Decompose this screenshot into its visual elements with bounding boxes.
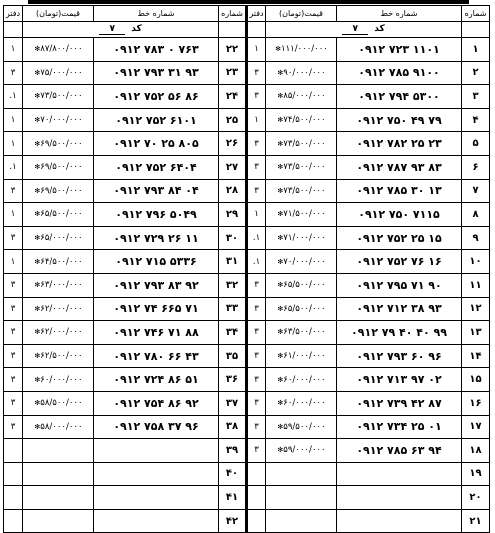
right-price-cell: ۷۳/۵۰۰/۰۰۰✻: [266, 132, 337, 156]
left-phone-cell: ۰۹۱۲ ۷۹۳ ۸۳ ۹۲: [94, 273, 219, 297]
asterisk-icon: ✻: [277, 210, 284, 219]
table-header-row: [4, 6, 490, 22]
asterisk-icon: ✻: [277, 422, 284, 431]
right-phone-cell: ۰۹۱۲ ۷۹۵ ۷۱ ۹۰: [337, 273, 462, 297]
right-phone-cell: ۰۹۱۲ ۷۵۰ ۷۱۱۵: [337, 203, 462, 227]
right-price-cell: ۶۳/۵۰۰/۰۰۰✻: [266, 321, 337, 345]
asterisk-icon: ✻: [34, 139, 41, 148]
asterisk-icon: ✻: [275, 45, 282, 54]
right-index-cell: ۵: [462, 132, 490, 156]
left-index-cell: ۲۹: [219, 203, 247, 227]
asterisk-icon: ✻: [34, 186, 41, 195]
code-label-left: کد: [131, 24, 142, 34]
asterisk-icon: ✻: [277, 68, 284, 77]
left-daftar-cell: ۳: [4, 368, 23, 392]
asterisk-icon: ✻: [34, 304, 41, 313]
left-daftar-cell: ۳: [4, 344, 23, 368]
right-phone-cell: ۰۹۱۲ ۷۸۲ ۲۵ ۲۳: [337, 132, 462, 156]
left-index-cell: ۲۴: [219, 85, 247, 109]
right-daftar-cell: ۳: [247, 368, 266, 392]
left-phone-cell: ۰۹۱۲ ۷۹۳ ۳۱ ۹۳: [94, 61, 219, 85]
left-daftar-cell: ۳: [4, 297, 23, 321]
right-phone-cell: [337, 462, 462, 486]
right-phone-cell: [337, 509, 462, 533]
right-price-cell: ۶۵/۵۰۰/۰۰۰✻: [266, 273, 337, 297]
right-price-cell: ۷۳/۵۰۰/۰۰۰✻: [266, 179, 337, 203]
table-row: [4, 61, 490, 85]
asterisk-icon: ✻: [277, 375, 284, 384]
left-index-cell: ۲۲: [219, 38, 247, 62]
right-index-cell: ۱۹: [462, 462, 490, 486]
asterisk-icon: ✻: [34, 68, 41, 77]
asterisk-icon: ✻: [277, 446, 284, 455]
right-phone-cell: ۰۹۱۲ ۷۸۵ ۶۳ ۹۴: [337, 439, 462, 463]
right-index-cell: ۱۳: [462, 321, 490, 345]
code-blank-right: [462, 22, 490, 38]
asterisk-icon: ✻: [277, 328, 284, 337]
left-index-cell: ۲۳: [219, 61, 247, 85]
asterisk-icon: ✻: [277, 352, 284, 361]
right-price-cell: [266, 462, 337, 486]
right-index-cell: ۱۸: [462, 439, 490, 463]
left-daftar-cell: ۱.: [4, 155, 23, 179]
table-row: [4, 462, 490, 486]
phone-table-frame: [4, 5, 490, 527]
left-phone-cell: [94, 486, 219, 510]
right-price-cell: [266, 486, 337, 510]
left-daftar-cell: [4, 486, 23, 510]
header-phone-left: شماره خط: [94, 6, 219, 22]
table-row: [4, 203, 490, 227]
header-index-left: شماره: [219, 6, 247, 22]
left-phone-cell: ۰۹۱۲ ۷۲۹ ۲۶ ۱۱: [94, 226, 219, 250]
asterisk-icon: ✻: [34, 257, 41, 266]
left-daftar-cell: ۳: [4, 61, 23, 85]
right-price-cell: ۷۱/۰۰۰/۰۰۰✻: [266, 226, 337, 250]
right-index-cell: ۱۱: [462, 273, 490, 297]
asterisk-icon: ✻: [277, 116, 284, 125]
right-phone-cell: ۰۹۱۲ ۷۹۳ ۶۰ ۹۶: [337, 344, 462, 368]
left-daftar-cell: [4, 462, 23, 486]
asterisk-icon: ✻: [34, 210, 41, 219]
table-row: [4, 132, 490, 156]
left-daftar-cell: ۱: [4, 108, 23, 132]
asterisk-icon: ✻: [34, 92, 41, 101]
right-phone-cell: ۰۹۱۲ ۷۸۵ ۳۰ ۱۳: [337, 179, 462, 203]
left-price-cell: ۵۸/۵۰۰/۰۰۰✻: [23, 391, 94, 415]
table-row: [4, 38, 490, 62]
asterisk-icon: ✻: [277, 257, 284, 266]
left-phone-cell: ۰۹۱۲ ۷۴۶ ۷۱ ۸۸: [94, 321, 219, 345]
right-daftar-cell: ۳: [247, 132, 266, 156]
code-row: [4, 22, 490, 38]
asterisk-icon: ✻: [34, 163, 41, 172]
right-daftar-cell: ۳: [247, 439, 266, 463]
right-index-cell: ۶: [462, 155, 490, 179]
right-phone-cell: ۰۹۱۲ ۷۵۲ ۲۵ ۱۵: [337, 226, 462, 250]
left-index-cell: ۴۲: [219, 509, 247, 533]
right-price-cell: ۷۴/۵۰۰/۰۰۰✻: [266, 108, 337, 132]
table-row: [4, 250, 490, 274]
left-index-cell: ۳۵: [219, 344, 247, 368]
left-daftar-cell: [4, 509, 23, 533]
left-phone-cell: ۰۹۱۲ ۷۴ ۶۶۵ ۷۱: [94, 297, 219, 321]
left-index-cell: ۴۰: [219, 462, 247, 486]
left-price-cell: [23, 486, 94, 510]
left-price-cell: ۶۲/۰۰۰/۰۰۰✻: [23, 297, 94, 321]
right-index-cell: ۷: [462, 179, 490, 203]
right-phone-cell: ۰۹۱۲ ۷۵۰ ۴۹ ۷۹: [337, 108, 462, 132]
right-price-cell: ۸۵/۰۰۰/۰۰۰✻: [266, 85, 337, 109]
left-daftar-cell: ۱: [4, 250, 23, 274]
asterisk-icon: ✻: [277, 186, 284, 195]
left-daftar-cell: ۱: [4, 132, 23, 156]
right-index-cell: ۸: [462, 203, 490, 227]
header-price-left: قیمت(تومان): [23, 6, 94, 22]
right-phone-cell: ۰۹۱۲ ۷۸۵ ۹۱۰۰: [337, 61, 462, 85]
right-daftar-cell: ۳: [247, 85, 266, 109]
right-phone-cell: ۰۹۱۲ ۷۲۳ ۱۱۰۱: [337, 38, 462, 62]
asterisk-icon: ✻: [34, 116, 41, 125]
left-daftar-cell: [4, 439, 23, 463]
left-phone-cell: ۰۹۱۲ ۷۵۲ ۵۶ ۸۶: [94, 85, 219, 109]
right-daftar-cell: ۳: [247, 155, 266, 179]
left-index-cell: ۳۳: [219, 297, 247, 321]
left-phone-cell: ۰۹۱۲ ۷۲۴ ۸۶ ۵۱: [94, 368, 219, 392]
left-price-cell: ۶۹/۵۰۰/۰۰۰✻: [23, 132, 94, 156]
left-daftar-cell: ۳: [4, 226, 23, 250]
left-price-cell: ۶۹/۵۰۰/۰۰۰✻: [23, 179, 94, 203]
right-phone-cell: ۰۹۱۲ ۷۱۳ ۹۷ ۰۲: [337, 368, 462, 392]
right-daftar-cell: ۳: [247, 415, 266, 439]
asterisk-icon: ✻: [277, 304, 284, 313]
asterisk-icon: ✻: [34, 328, 41, 337]
right-daftar-cell: [247, 509, 266, 533]
code-value-left: ۷: [99, 24, 125, 35]
header-daftar-right: دفتر: [247, 6, 266, 22]
left-index-cell: ۳۶: [219, 368, 247, 392]
top-border-bar: [28, 0, 469, 4]
header-index-right: شماره: [462, 6, 490, 22]
left-price-cell: ۷۵/۰۰۰/۰۰۰✻: [23, 61, 94, 85]
left-daftar-cell: ۳: [4, 415, 23, 439]
right-index-cell: ۲: [462, 61, 490, 85]
right-daftar-cell: ۱: [247, 203, 266, 227]
left-price-cell: [23, 462, 94, 486]
table-row: [4, 273, 490, 297]
right-daftar-cell: ۱: [247, 108, 266, 132]
asterisk-icon: ✻: [34, 45, 41, 54]
left-phone-cell: ۰۹۱۲ ۷۹۶ ۵۰۴۹: [94, 203, 219, 227]
right-daftar-cell: ۱.: [247, 226, 266, 250]
asterisk-icon: ✻: [277, 399, 284, 408]
right-phone-cell: ۰۹۱۲ ۷۳۹ ۴۲ ۸۷: [337, 391, 462, 415]
left-index-cell: ۳۷: [219, 391, 247, 415]
left-index-cell: ۲۷: [219, 155, 247, 179]
left-price-cell: ۶۴/۵۰۰/۰۰۰✻: [23, 250, 94, 274]
left-price-cell: ۶۹/۵۰۰/۰۰۰✻: [23, 155, 94, 179]
left-price-cell: ۷۰/۰۰۰/۰۰۰✻: [23, 108, 94, 132]
left-price-cell: ۶۳/۰۰۰/۰۰۰✻: [23, 273, 94, 297]
right-phone-cell: ۰۹۱۲ ۷۱۲ ۳۸ ۹۳: [337, 297, 462, 321]
right-index-cell: ۱۶: [462, 391, 490, 415]
table-row: [4, 391, 490, 415]
table-row: [4, 486, 490, 510]
right-daftar-cell: ۱: [247, 38, 266, 62]
asterisk-icon: ✻: [34, 234, 41, 243]
code-cell-left: [23, 22, 219, 38]
right-price-cell: ۶۵/۵۰۰/۰۰۰✻: [266, 297, 337, 321]
header-daftar-left: دفتر: [4, 6, 23, 22]
right-price-cell: ۵۹/۵۰۰/۰۰۰✻: [266, 415, 337, 439]
table-row: [4, 108, 490, 132]
left-index-cell: ۲۵: [219, 108, 247, 132]
left-index-cell: ۳۱: [219, 250, 247, 274]
right-phone-cell: ۰۹۱۲ ۷۳۴ ۲۵ ۰۱: [337, 415, 462, 439]
right-price-cell: ۵۹/۰۰۰/۰۰۰✻: [266, 439, 337, 463]
code-blank-left-daftar: [4, 22, 23, 38]
right-price-cell: ۷۳/۵۰۰/۰۰۰✻: [266, 155, 337, 179]
left-index-cell: ۳۲: [219, 273, 247, 297]
code-cell-right: [266, 22, 462, 38]
left-daftar-cell: ۳: [4, 321, 23, 345]
left-daftar-cell: ۳: [4, 391, 23, 415]
left-price-cell: ۶۰/۰۰۰/۰۰۰✻: [23, 368, 94, 392]
right-daftar-cell: [247, 486, 266, 510]
table-row: [4, 509, 490, 533]
left-phone-cell: ۰۹۱۲ ۷۵۲ ۶۴۰۴: [94, 155, 219, 179]
right-daftar-cell: ۳: [247, 344, 266, 368]
right-price-cell: ۶۰/۰۰۰/۰۰۰✻: [266, 368, 337, 392]
right-index-cell: ۴: [462, 108, 490, 132]
left-price-cell: ۷۳/۵۰۰/۰۰۰✻: [23, 85, 94, 109]
table-row: [4, 297, 490, 321]
asterisk-icon: ✻: [277, 281, 284, 290]
left-daftar-cell: ۳: [4, 179, 23, 203]
right-phone-cell: [337, 486, 462, 510]
table-row: [4, 439, 490, 463]
code-blank-left: [219, 22, 247, 38]
left-phone-cell: ۰۹۱۲ ۷۸۰ ۶۶ ۴۳: [94, 344, 219, 368]
asterisk-icon: ✻: [34, 422, 41, 431]
table-row: [4, 85, 490, 109]
right-price-cell: ۷۱/۵۰۰/۰۰۰✻: [266, 203, 337, 227]
left-index-cell: ۴۱: [219, 486, 247, 510]
left-index-cell: ۳۸: [219, 415, 247, 439]
right-price-cell: ۹۰/۰۰۰/۰۰۰✻: [266, 61, 337, 85]
left-phone-cell: ۰۹۱۲ ۷۵۸ ۳۷ ۹۶: [94, 415, 219, 439]
left-price-cell: ۸۷/۸۰۰/۰۰۰✻: [23, 38, 94, 62]
right-price-cell: ۷۰/۰۰۰/۰۰۰✻: [266, 250, 337, 274]
table-row: [4, 179, 490, 203]
asterisk-icon: ✻: [277, 139, 284, 148]
left-price-cell: ۶۲/۰۰۰/۰۰۰✻: [23, 321, 94, 345]
table-row: [4, 344, 490, 368]
right-daftar-cell: ۳: [247, 61, 266, 85]
right-daftar-cell: ۳: [247, 179, 266, 203]
left-phone-cell: ۰۹۱۲ ۷۵۲ ۶۱۰۱: [94, 108, 219, 132]
left-price-cell: ۶۵/۵۰۰/۰۰۰✻: [23, 203, 94, 227]
asterisk-icon: ✻: [277, 163, 284, 172]
code-label-right: کد: [374, 24, 385, 34]
left-phone-cell: ۰۹۱۲ ۷۰ ۲۵ ۸۰۵: [94, 132, 219, 156]
right-daftar-cell: ۱.: [247, 250, 266, 274]
phone-number-table: [3, 5, 490, 533]
right-index-cell: ۱۴: [462, 344, 490, 368]
code-value-right: ۷: [342, 24, 368, 35]
right-phone-cell: ۰۹۱۲ ۷۹۴ ۵۳۰۰: [337, 85, 462, 109]
right-index-cell: ۲۰: [462, 486, 490, 510]
right-phone-cell: ۰۹۱۲ ۷۸۷ ۹۳ ۸۳: [337, 155, 462, 179]
right-phone-cell: ۰۹۱۲ ۷۵۲ ۷۶ ۱۶: [337, 250, 462, 274]
left-index-cell: ۲۸: [219, 179, 247, 203]
right-daftar-cell: [247, 462, 266, 486]
right-index-cell: ۱۷: [462, 415, 490, 439]
right-index-cell: ۲۱: [462, 509, 490, 533]
left-phone-cell: [94, 509, 219, 533]
right-index-cell: ۱۵: [462, 368, 490, 392]
asterisk-icon: ✻: [34, 399, 41, 408]
left-price-cell: [23, 439, 94, 463]
left-phone-cell: [94, 462, 219, 486]
right-index-cell: ۱۲: [462, 297, 490, 321]
left-daftar-cell: ۱: [4, 38, 23, 62]
right-daftar-cell: ۳: [247, 321, 266, 345]
right-phone-cell: ۰۹۱۲ ۷۹ ۴۰ ۴۰ ۹۹: [337, 321, 462, 345]
left-phone-cell: ۰۹۱۲ ۷۱۵ ۵۳۳۶: [94, 250, 219, 274]
header-price-right: قیمت(تومان): [266, 6, 337, 22]
left-phone-cell: ۰۹۱۲ ۷۵۴ ۸۶ ۹۲: [94, 391, 219, 415]
left-price-cell: ۶۵/۰۰۰/۰۰۰✻: [23, 226, 94, 250]
right-index-cell: ۳: [462, 85, 490, 109]
left-phone-cell: ۰۹۱۲ ۷۹۳ ۸۴ ۰۴: [94, 179, 219, 203]
asterisk-icon: ✻: [277, 92, 284, 101]
asterisk-icon: ✻: [34, 375, 41, 384]
left-index-cell: ۳۰: [219, 226, 247, 250]
asterisk-icon: ✻: [34, 281, 41, 290]
table-row: [4, 321, 490, 345]
right-price-cell: [266, 509, 337, 533]
table-row: [4, 155, 490, 179]
left-index-cell: ۲۶: [219, 132, 247, 156]
table-row: [4, 226, 490, 250]
left-price-cell: ۵۸/۰۰۰/۰۰۰✻: [23, 415, 94, 439]
left-index-cell: ۳۹: [219, 439, 247, 463]
table-row: [4, 368, 490, 392]
right-daftar-cell: ۳: [247, 273, 266, 297]
right-price-cell: ۶۱/۰۰۰/۰۰۰✻: [266, 344, 337, 368]
right-price-cell: ۶۰/۰۰۰/۰۰۰✻: [266, 391, 337, 415]
left-price-cell: ۶۲/۵۰۰/۰۰۰✻: [23, 344, 94, 368]
code-blank-right-daftar: [247, 22, 266, 38]
right-price-cell: ۱۱۱/۰۰۰/۰۰۰✻: [266, 38, 337, 62]
left-phone-cell: [94, 439, 219, 463]
right-index-cell: ۹: [462, 226, 490, 250]
right-daftar-cell: ۳: [247, 297, 266, 321]
left-daftar-cell: ۱.: [4, 85, 23, 109]
left-phone-cell: ۰۹۱۲ ۷۸۳ ۰ ۷۶۳: [94, 38, 219, 62]
right-index-cell: ۱۰: [462, 250, 490, 274]
header-phone-right: شماره خط: [337, 6, 462, 22]
right-index-cell: ۱: [462, 38, 490, 62]
left-daftar-cell: ۳: [4, 273, 23, 297]
table-row: [4, 415, 490, 439]
right-daftar-cell: ۳: [247, 391, 266, 415]
left-daftar-cell: ۱: [4, 203, 23, 227]
asterisk-icon: ✻: [34, 352, 41, 361]
left-price-cell: [23, 509, 94, 533]
asterisk-icon: ✻: [277, 234, 284, 243]
left-index-cell: ۳۴: [219, 321, 247, 345]
